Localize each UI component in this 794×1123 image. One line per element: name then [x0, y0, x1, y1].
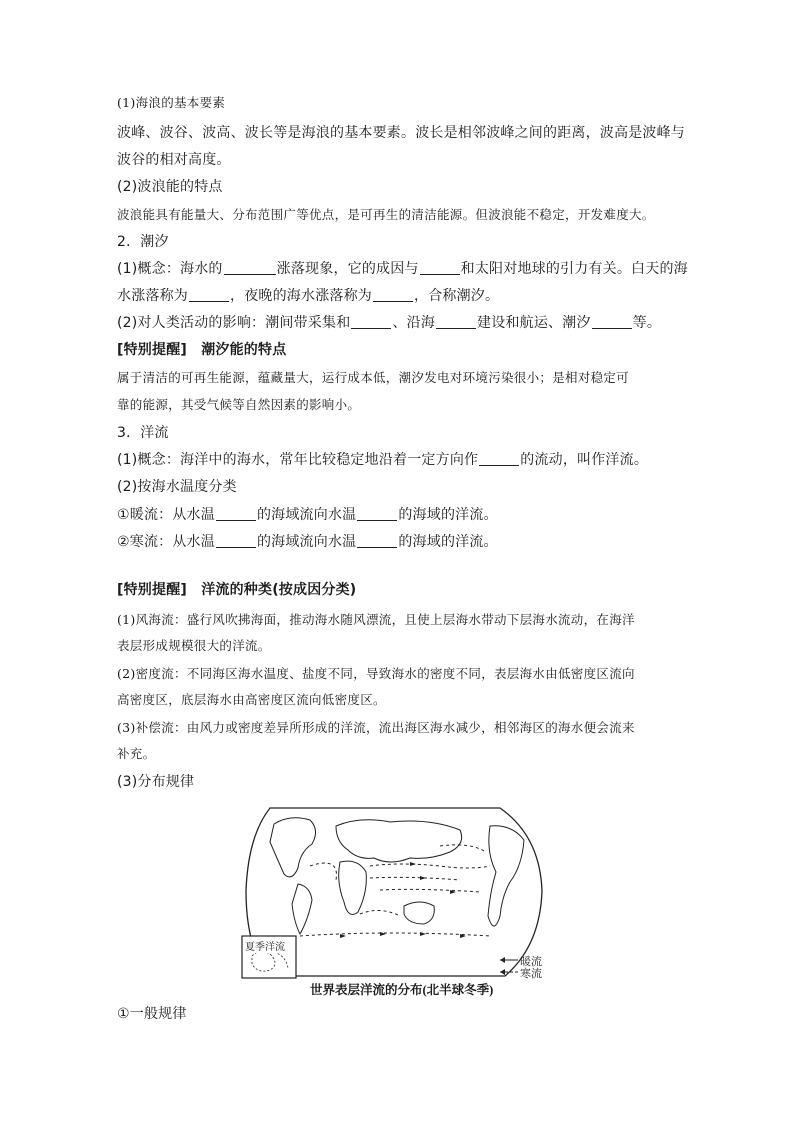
paragraph-line: (3)补偿流：由风力或密度差异所形成的洋流，流出海区海水减少，相邻海区的海水便会流来	[117, 720, 635, 735]
text-segment: (1)概念：海洋中的海水，常年比较稳定地沿着一定方向作	[117, 452, 479, 468]
answer-blank[interactable]	[216, 506, 256, 521]
text-segment: (1)概念：海水的	[117, 261, 223, 277]
world-map-figure	[240, 796, 560, 986]
text-segment: 的海域流向水温	[256, 507, 357, 523]
answer-blank[interactable]	[592, 314, 632, 329]
text-segment: 的海域流向水温	[256, 534, 357, 550]
legend-warm-label: 暖流	[520, 956, 542, 968]
paragraph-line: (1)风海流：盛行风吹拂海面，推动海水随风漂流，且使上层海水带动下层海水流动，在海洋	[117, 612, 635, 627]
text-segment: 的海域的洋流。	[398, 534, 498, 550]
section-heading-tide: 2．潮汐	[117, 234, 169, 250]
ocean-currents-map	[240, 796, 560, 996]
fill-blank-line	[117, 259, 688, 279]
text-segment: ②寒流：从水温	[117, 534, 215, 550]
text-segment: ，合称潮汐。	[414, 288, 500, 304]
paragraph-line: 波谷的相对高度。	[117, 152, 231, 168]
heading-wave-elements: (1)海浪的基本要素	[117, 95, 226, 110]
answer-blank[interactable]	[479, 451, 519, 466]
section-heading-current: 3．洋流	[117, 425, 169, 441]
paragraph-line: 高密度区，底层海水由高密度区流向低密度区。	[117, 692, 386, 707]
paragraph-line: 补充。	[117, 746, 156, 761]
text-segment: 、沿海	[392, 315, 436, 331]
text-segment: 等。	[632, 315, 662, 331]
fill-blank-line	[117, 450, 648, 470]
paragraph-line: 波峰、波谷、波高、波长等是海浪的基本要素。波长是相邻波峰之间的距离，波高是波峰与	[117, 125, 685, 141]
answer-blank[interactable]	[357, 533, 397, 548]
fill-blank-line	[117, 505, 498, 525]
paragraph-line: 靠的能源，其受气候等自然因素的影响小。	[117, 397, 361, 412]
heading-wave-energy: (2)波浪能的特点	[117, 179, 223, 195]
inset-label: 夏季洋流	[245, 938, 285, 953]
answer-blank[interactable]	[224, 260, 276, 275]
paragraph-line: 属于清洁的可再生能源，蕴藏量大，运行成本低，潮汐发电对环境污染很小；是相对稳定可	[117, 370, 630, 385]
legend-cold-label: 寒流	[520, 968, 542, 980]
text-segment: 涨落现象，它的成因与	[276, 261, 419, 277]
answer-blank[interactable]	[357, 506, 397, 521]
subheading: (3)分布规律	[117, 774, 195, 790]
special-note-heading: [特别提醒] 潮汐能的特点	[117, 342, 287, 358]
fill-blank-line	[117, 532, 498, 552]
answer-blank[interactable]	[216, 533, 256, 548]
text-segment: ，夜晚的海水涨落称为	[230, 288, 372, 304]
text-segment: 和太阳对地球的引力有关。白天的海	[460, 261, 688, 277]
answer-blank[interactable]	[351, 314, 391, 329]
paragraph-line: 表层形成规模很大的洋流。	[117, 638, 271, 653]
text-segment: 的海域的洋流。	[398, 507, 498, 523]
subheading: (2)按海水温度分类	[117, 479, 237, 495]
paragraph-line: (2)密度流：不同海区海水温度、盐度不同，导致海水的密度不同，表层海水由低密度区流向	[117, 666, 635, 681]
text-segment: 建设和航运、潮汐	[477, 315, 591, 331]
special-note-heading: [特别提醒] 洋流的种类(按成因分类)	[117, 582, 357, 598]
fill-blank-line	[117, 286, 499, 306]
text-segment: 的流动，叫作洋流。	[520, 452, 649, 468]
answer-blank[interactable]	[420, 260, 460, 275]
answer-blank[interactable]	[373, 287, 413, 302]
text-segment: ①暖流：从水温	[117, 507, 215, 523]
subheading: ①一般规律	[117, 1006, 187, 1022]
text-segment: 水涨落称为	[117, 288, 188, 304]
fill-blank-line	[117, 313, 661, 333]
text-segment: (2)对人类活动的影响：潮间带采集和	[117, 315, 351, 331]
answer-blank[interactable]	[189, 287, 229, 302]
paragraph-line: 波浪能具有能量大、分布范围广等优点，是可再生的清洁能源。但波浪能不稳定，开发难度大。	[117, 207, 655, 222]
answer-blank[interactable]	[436, 314, 476, 329]
figure-caption: 世界表层洋流的分布(北半球冬季)	[310, 983, 494, 997]
